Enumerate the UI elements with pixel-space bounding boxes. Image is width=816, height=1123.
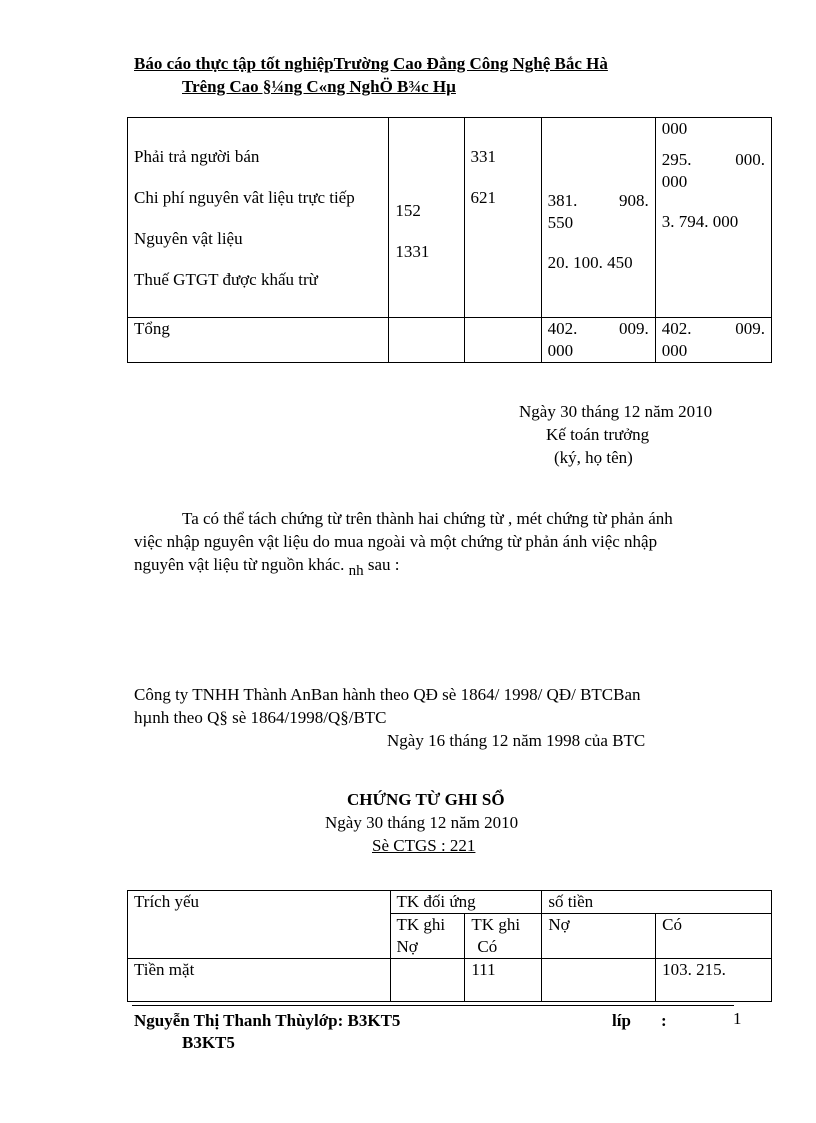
header-text: TK ghi xyxy=(471,915,521,934)
row-tk-co: 111 xyxy=(465,959,542,1002)
footer-colon: : xyxy=(661,1011,667,1030)
amount-part: 908. xyxy=(619,191,649,210)
footer-name: Nguyễn Thị Thanh Thùylớp: B3KT5 xyxy=(134,1011,401,1030)
total-debit xyxy=(541,318,655,363)
signature-date: Ngày 30 tháng 12 năm 2010 xyxy=(519,402,713,421)
voucher-title: CHỨNG TỪ GHI SỔ xyxy=(347,790,505,809)
row-co: 103. 215. xyxy=(656,959,772,1002)
row-desc: Tiền mặt xyxy=(128,959,391,1002)
header-title-garbled xyxy=(134,77,456,97)
header-so-tien: số tiền xyxy=(542,891,772,914)
row-no xyxy=(542,959,656,1002)
credit-amount-line xyxy=(662,149,765,171)
credit-accounts-cell xyxy=(464,118,541,318)
footer-lop: líp xyxy=(612,1011,631,1030)
page-number: 1 xyxy=(733,1009,742,1028)
description-item: Phải trả người bán xyxy=(134,147,260,166)
header-trich-yeu: Trích yếu xyxy=(128,891,391,959)
amount-part: 3. 794. 000 xyxy=(661,212,739,231)
paragraph-nh: nh xyxy=(348,563,364,579)
credit-amounts-cell xyxy=(655,118,771,318)
debit-amounts-cell xyxy=(541,118,655,318)
paragraph-line: việc nhập nguyên vật liệu do mua ngoài và một chứng từ phản ánh việc nhập xyxy=(134,532,658,551)
amount-part: 000 xyxy=(661,172,688,191)
voucher-date: Ngày 30 tháng 12 năm 2010 xyxy=(325,813,519,832)
header-title: Báo cáo thực tập tốt nghiệpTrường Cao Đẳng Công Nghệ Bắc Hà xyxy=(134,54,608,73)
amount-part: 402. xyxy=(661,319,692,338)
amount-part: 009. xyxy=(735,319,765,338)
amount-part: 000 xyxy=(547,341,574,360)
ledger-table-top xyxy=(127,117,772,363)
company-line: Công ty TNHH Thành AnBan hành theo QĐ sè 1864/ 1998/ QĐ/ BTCBan xyxy=(134,685,641,704)
header-text: TK ghi xyxy=(396,915,446,934)
paragraph-line: Ta có thể tách chứng từ trên thành hai chứng từ , mét chứng từ phản ánh xyxy=(182,509,673,528)
footer-divider xyxy=(132,1005,734,1006)
company-line: hµnh theo Q§ sè 1864/1998/Q§/BTC xyxy=(134,708,387,727)
debit-amount-line xyxy=(548,190,649,212)
amount-part: 295. xyxy=(661,150,692,169)
amount-part: 20. 100. 450 xyxy=(547,253,633,272)
amount-part: 381. xyxy=(547,191,578,210)
header-co: Có xyxy=(656,914,772,959)
description-item: Thuế GTGT được khấu trừ xyxy=(134,270,318,289)
credit-account: 621 xyxy=(470,188,496,207)
header-tk-ghi-co xyxy=(465,914,542,959)
header-text: Nợ xyxy=(396,937,418,956)
amount-part: 000 xyxy=(661,119,688,138)
amount-part: 000. xyxy=(735,150,765,169)
row-tk-no xyxy=(390,959,465,1002)
description-item: Chi phí nguyên vât liệu trực tiếp xyxy=(134,188,355,207)
signature-title: Kế toán trưởng xyxy=(546,425,650,444)
amount-part: 550 xyxy=(547,213,574,232)
debit-account: 152 xyxy=(395,201,421,220)
total-credit xyxy=(655,318,771,363)
amount-part: 000 xyxy=(661,341,688,360)
paragraph-text: nguyên vật liệu từ nguồn khác. xyxy=(134,555,345,574)
voucher-table xyxy=(127,890,772,1002)
voucher-number: Sè CTGS : 221 xyxy=(372,836,476,855)
footer-class: B3KT5 xyxy=(182,1033,235,1052)
credit-account: 331 xyxy=(470,147,496,166)
empty-cell xyxy=(464,318,541,363)
company-line: Ngày 16 tháng 12 năm 1998 của BTC xyxy=(387,731,646,750)
header-title-garbled-text: Trêng Cao §¼ng C«ng NghÖ B¾c Hµ xyxy=(182,77,456,96)
signature-note: (ký, họ tên) xyxy=(554,448,633,467)
debit-account: 1331 xyxy=(395,242,430,261)
header-tk-ghi-no xyxy=(390,914,465,959)
header-text: Có xyxy=(477,937,498,956)
amount-part: 009. xyxy=(619,319,649,338)
header-no: Nợ xyxy=(542,914,656,959)
paragraph-sau: sau : xyxy=(367,555,400,574)
empty-cell xyxy=(389,318,464,363)
amount-part: 402. xyxy=(547,319,578,338)
description-item: Nguyên vật liệu xyxy=(134,229,243,248)
paragraph-line xyxy=(134,555,400,579)
header-tk-doi-ung: TK đối ứng xyxy=(390,891,542,914)
total-label: Tổng xyxy=(128,318,389,363)
descriptions-cell xyxy=(128,118,389,318)
debit-accounts-cell xyxy=(389,118,464,318)
